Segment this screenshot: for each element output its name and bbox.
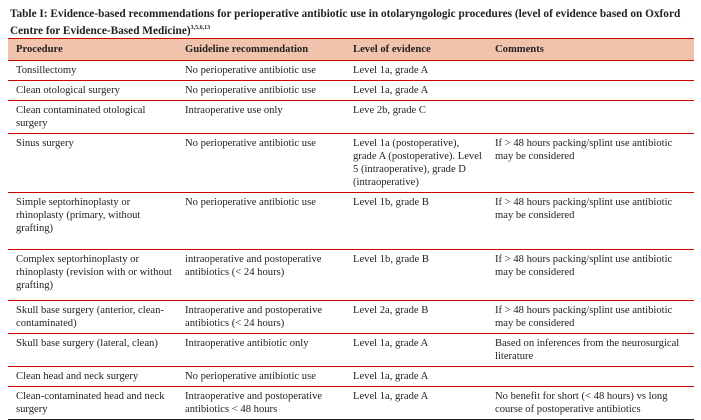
caption-refs: 3,5,6,13	[190, 25, 211, 31]
cell-comments: If > 48 hours packing/splint use antibiotic may be considered	[487, 193, 694, 250]
cell-procedure: Clean head and neck surgery	[8, 367, 177, 387]
cell-procedure: Clean otological surgery	[8, 81, 177, 101]
cell-comments	[487, 367, 694, 387]
table-row	[8, 334, 694, 367]
cell-comments: If > 48 hours packing/splint use antibiotic may be considered	[487, 301, 694, 334]
cell-procedure: Skull base surgery (lateral, clean)	[8, 334, 177, 367]
cell-comments	[487, 81, 694, 101]
header-comments: Comments	[487, 39, 694, 61]
table-row	[8, 367, 694, 387]
cell-level: Level 1a (postoperative), grade A (postoperative). Level 5 (intraoperative), grade D (intraoperative)	[345, 134, 487, 193]
cell-guideline: Intraoperative antibiotic only	[177, 334, 345, 367]
cell-comments: If > 48 hours packing/splint use antibiotic may be considered	[487, 134, 694, 193]
table-caption	[10, 7, 695, 38]
caption-text: Table I: Evidence-based recommendations for perioperative antibiotic use in otolaryngologic procedures (level of evidence based on Oxford Centre for Evidence-Based Medicine)	[10, 8, 681, 37]
cell-guideline: No perioperative antibiotic use	[177, 81, 345, 101]
table-row	[8, 134, 694, 193]
cell-guideline: Intraoperative and postoperative antibiotics (< 24 hours)	[177, 301, 345, 334]
cell-procedure: Simple septorhinoplasty or rhinoplasty (primary, without grafting)	[8, 193, 177, 250]
table-row	[8, 387, 694, 420]
header-procedure: Procedure	[8, 39, 177, 61]
cell-guideline: No perioperative antibiotic use	[177, 134, 345, 193]
table-row	[8, 250, 694, 301]
cell-comments: Based on inferences from the neurosurgical literature	[487, 334, 694, 367]
cell-procedure: Sinus surgery	[8, 134, 177, 193]
cell-level: Level 1a, grade A	[345, 334, 487, 367]
table-row	[8, 193, 694, 250]
cell-procedure: Clean contaminated otological surgery	[8, 101, 177, 134]
cell-procedure: Clean-contaminated head and neck surgery	[8, 387, 177, 420]
cell-guideline: Intraoperative use only	[177, 101, 345, 134]
cell-procedure: Skull base surgery (anterior, clean-contaminated)	[8, 301, 177, 334]
cell-guideline: No perioperative antibiotic use	[177, 367, 345, 387]
cell-guideline: No perioperative antibiotic use	[177, 61, 345, 81]
table-row	[8, 301, 694, 334]
cell-procedure: Tonsillectomy	[8, 61, 177, 81]
table-row	[8, 81, 694, 101]
cell-level: Level 1a, grade A	[345, 367, 487, 387]
header-guideline: Guideline recommendation	[177, 39, 345, 61]
cell-level: Level 1a, grade A	[345, 387, 487, 420]
cell-comments	[487, 61, 694, 81]
cell-level: Level 1a, grade A	[345, 81, 487, 101]
cell-level: Level 1b, grade B	[345, 193, 487, 250]
cell-procedure: Complex septorhinoplasty or rhinoplasty (revision with or without grafting)	[8, 250, 177, 301]
table-row	[8, 101, 694, 134]
cell-level: Leve 2b, grade C	[345, 101, 487, 134]
cell-level: Level 2a, grade B	[345, 301, 487, 334]
cell-guideline: Intraoperative and postoperative antibiotics < 48 hours	[177, 387, 345, 420]
table-header-row	[8, 39, 694, 61]
table-row	[8, 61, 694, 81]
cell-guideline: No perioperative antibiotic use	[177, 193, 345, 250]
recommendations-table	[8, 38, 694, 420]
header-level: Level of evidence	[345, 39, 487, 61]
cell-guideline: intraoperative and postoperative antibiotics (< 24 hours)	[177, 250, 345, 301]
cell-level: Level 1a, grade A	[345, 61, 487, 81]
cell-comments: No benefit for short (< 48 hours) vs long course of postoperative antibiotics	[487, 387, 694, 420]
cell-level: Level 1b, grade B	[345, 250, 487, 301]
cell-comments: If > 48 hours packing/splint use antibiotic may be considered	[487, 250, 694, 301]
cell-comments	[487, 101, 694, 134]
